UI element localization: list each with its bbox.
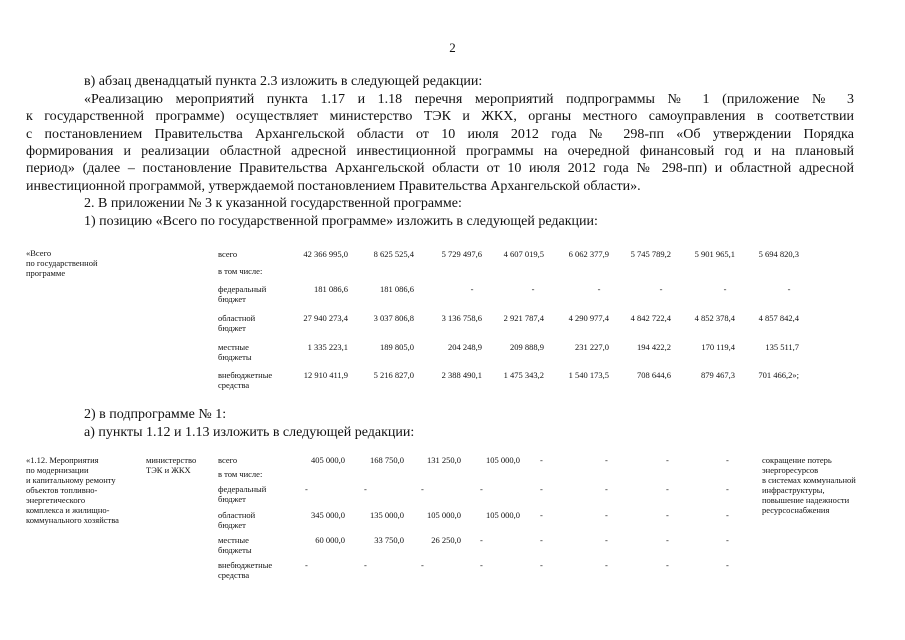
value-cell: 1 335 223,1 [307,342,348,352]
value-cell: - [666,560,669,570]
row-name-line: бюджеты [218,545,252,555]
row-name-line: всего [218,455,238,465]
table2-label: «1.12. Мероприятия по модернизации и капитальному ремонту объектов топливно- энергетического комплекса и жилищно- коммунального хозяйства [26,455,119,525]
table2-executor: министерство ТЭК и ЖКХ [146,455,197,475]
value-cell: - [540,455,543,465]
value-cell: - [605,484,608,494]
value-cell: 105 000,0 [486,510,520,520]
row-name-line: внебюджетные [218,370,273,380]
value-cell: 181 086,6 [314,284,348,294]
value-cell: 5 216 827,0 [373,370,414,380]
value-cell: 8 625 525,4 [373,249,414,259]
row-name [218,342,252,362]
value-cell: 135 000,0 [370,510,404,520]
paragraph-line: период» (далее – постановление Правительства Архангельской области от 10 июля 2012 года № 298-пп) и областной адресной [26,161,854,176]
value-cell: 231 227,0 [575,342,609,352]
value-cell: 26 250,0 [431,535,461,545]
value-cell: 3 037 806,8 [373,313,414,323]
row-name-line: всего [218,249,238,259]
value-cell: - [726,510,729,520]
value-cell: 168 750,0 [370,455,404,465]
value-cell: 4 290 977,4 [568,313,609,323]
value-cell: - [421,560,424,570]
table1-label: «Всего по государственной программе [26,248,98,278]
value-cell: - [480,535,483,545]
value-cell: - [540,484,543,494]
table2-result: сокращение потерь энергоресурсов в системах коммунальной инфраструктуры, повышение надежности ресурсоснабжения [762,455,856,515]
row-name [218,484,266,504]
value-cell: - [726,455,729,465]
value-cell: 2 921 787,4 [503,313,544,323]
value-cell: - [666,535,669,545]
value-cell: 60 000,0 [315,535,345,545]
value-cell: - [364,560,367,570]
value-cell: 1 540 173,5 [568,370,609,380]
row-name [218,535,252,555]
value-cell: - [480,560,483,570]
row-name [218,560,272,580]
row-name-line: бюджеты [218,352,252,362]
value-cell: 4 852 378,4 [694,313,735,323]
value-cell: 135 511,7 [765,342,799,352]
value-cell: 181 086,6 [380,284,414,294]
value-cell: - [726,484,729,494]
value-cell: 701 466,2»; [758,370,799,380]
row-name-line: бюджет [218,294,246,304]
value-cell: - [726,535,729,545]
paragraph-line: к государственной программе) осуществляет министерство ТЭК и ЖКХ, органы местного самоуправления в соответствии [26,109,854,124]
value-cell: 4 607 019,5 [503,249,544,259]
value-cell: - [605,455,608,465]
value-cell: 6 062 377,9 [568,249,609,259]
value-cell: - [605,535,608,545]
value-cell: 42 366 995,0 [303,249,348,259]
value-cell: 3 136 758,6 [441,313,482,323]
value-cell: 5 729 497,6 [441,249,482,259]
value-cell: 12 910 411,9 [303,370,348,380]
row-name-line: областной [218,510,256,520]
row-name-line: бюджет [218,323,246,333]
value-cell: - [531,284,535,294]
row-name-line: в том числе: [218,266,263,276]
value-cell: 27 940 273,4 [303,313,348,323]
value-cell: - [305,484,308,494]
value-cell: 204 248,9 [448,342,482,352]
value-cell: - [540,535,543,545]
value-cell: - [540,510,543,520]
paragraph-line: с постановлением Правительства Архангельской области от 10 июля 2012 года № 298-пп «Об утверждении Порядка [26,127,854,142]
value-cell: 170 119,4 [701,342,735,352]
value-cell: - [421,484,424,494]
value-cell: 405 000,0 [311,455,345,465]
value-cell: 131 250,0 [427,455,461,465]
value-cell: - [666,510,669,520]
paragraph-line: инвестиционной программой, утверждаемой постановлением Правительства Архангельской области». [26,179,641,194]
value-cell: - [666,484,669,494]
row-name-line: бюджет [218,494,246,504]
value-cell: - [480,484,483,494]
row-name [218,284,266,304]
value-cell: 189 805,0 [380,342,414,352]
value-cell: - [605,560,608,570]
row-name [218,313,255,333]
row-name [218,249,237,259]
value-cell: - [305,560,308,570]
row-name [218,370,272,390]
value-cell: - [723,284,727,294]
value-cell: 194 422,2 [637,342,671,352]
value-cell: 5 901 965,1 [694,249,735,259]
value-cell: 879 467,3 [701,370,735,380]
row-name [218,266,262,276]
paragraph-line: 2. В приложении № 3 к указанной государственной программе: [84,196,462,211]
value-cell: - [726,560,729,570]
value-cell: 4 842 722,4 [630,313,671,323]
value-cell: 708 644,6 [637,370,671,380]
value-cell: 33 750,0 [374,535,404,545]
value-cell: 5 694 820,3 [758,249,799,259]
row-name-line: средства [218,380,250,390]
value-cell: 5 745 789,2 [630,249,671,259]
value-cell: - [787,284,791,294]
row-name-line: бюджет [218,520,246,530]
row-name-line: местные [218,342,249,352]
value-cell: - [605,510,608,520]
value-cell: 1 475 343,2 [503,370,544,380]
row-name-line: средства [218,570,250,580]
row-name-line: областной [218,313,256,323]
value-cell: 4 857 842,4 [758,313,799,323]
value-cell: - [666,455,669,465]
row-name-line: местные [218,535,249,545]
row-name-line: внебюджетные [218,560,273,570]
paragraph-line: 1) позицию «Всего по государственной программе» изложить в следующей редакции: [84,214,598,229]
value-cell: - [470,284,474,294]
page-number: 2 [449,40,456,55]
value-cell: 209 888,9 [510,342,544,352]
value-cell: - [540,560,543,570]
value-cell: - [659,284,663,294]
row-name-line: федеральный [218,484,267,494]
value-cell: 105 000,0 [486,455,520,465]
paragraph-line: а) пункты 1.12 и 1.13 изложить в следующей редакции: [84,425,415,440]
paragraph-line: «Реализацию мероприятий пункта 1.17 и 1.18 перечня мероприятий подпрограммы № 1 (приложение № 3 [84,92,854,107]
value-cell: 2 388 490,1 [441,370,482,380]
row-name [218,455,237,465]
value-cell: 105 000,0 [427,510,461,520]
row-name [218,469,262,479]
row-name-line: федеральный [218,284,267,294]
paragraph-line: формирования и реализации областной адресной инвестиционной программы на очередной финансовый год и на плановый [26,144,854,159]
value-cell: - [364,484,367,494]
paragraph-line: в) абзац двенадцатый пункта 2.3 изложить в следующей редакции: [84,74,483,89]
row-name [218,510,255,530]
row-name-line: в том числе: [218,469,263,479]
value-cell: - [597,284,601,294]
paragraph-line: 2) в подпрограмме № 1: [84,407,227,422]
value-cell: 345 000,0 [311,510,345,520]
